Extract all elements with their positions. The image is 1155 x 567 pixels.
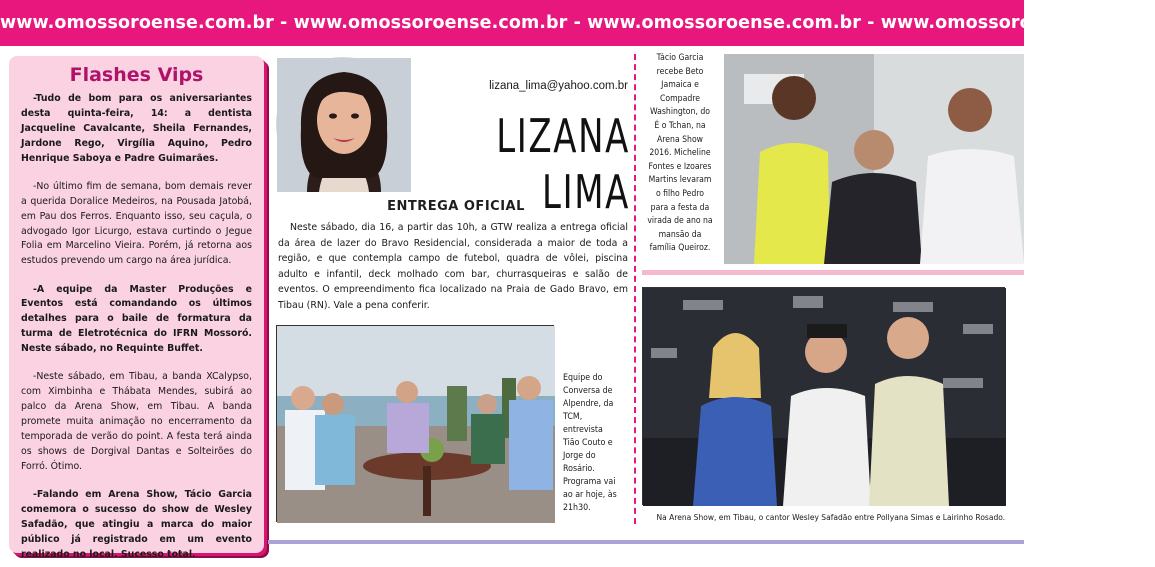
columnist-portrait <box>276 57 410 191</box>
bottom-rule <box>268 540 1024 544</box>
site-url-banner: www.omossoroense.com.br - www.omossoroense.com.br - www.omossoroense.com.br - www.omossoroense.com.br <box>0 0 1024 46</box>
wesley-safadao-photo <box>642 287 1005 505</box>
flash-item: -Falando em Arena Show, Tácio Garcia comemora o sucesso do show de Wesley Safadão, que atingiu a marca do maior público já registrado em um evento realizado no local. Sucesso total. <box>21 489 252 560</box>
interview-photo <box>276 325 554 522</box>
flashes-vips-panel <box>9 56 264 560</box>
arena-show-top-photo <box>724 54 1024 264</box>
article-subhead: ENTREGA OFICIAL <box>387 199 525 214</box>
interview-photo-caption: Equipe do Conversa de Alpendre, da TCM, entrevista Tião Couto e Jorge do Rosário. Programa vai ao ar hoje, às 21h30. <box>563 373 617 513</box>
section-divider <box>642 270 1024 275</box>
flash-item: -Neste sábado, em Tibau, a banda XCalypso, com Ximbinha e Thábata Mendes, subirá ao palco da Arena Show, em Tibau. A banda promete muita animação no encerramento da temporada de verão do point. A festa terá ainda os shows de Dorgival Dantas e Solteirões do Forró. Ótimo. <box>21 371 252 472</box>
flash-item: -No último fim de semana, bom demais rever a querida Doralice Medeiros, na Pousada Jatobá, em Pau dos Ferros. Enquanto isso, seu caçula, o advogado Igor Licurgo, estava curtindo o Jegue Folia em Marcelino Vieira. Porém, já retorna aos estudos prevendo um cargo na área jurídica. <box>21 180 252 267</box>
arena-show-top-caption: Tácio Garcia recebe Beto Jamaica e Compadre Washington, do É o Tchan, na Arena Show 2016. Micheline Fontes e Izoares Martins levaram o filho Pedro para a festa da virada de ano na mansão da família Queiroz. <box>647 53 713 254</box>
columnist-name: LIZANA LIMA <box>496 109 630 219</box>
wesley-safadao-caption: Na Arena Show, em Tibau, o cantor Wesley Safadão entre Pollyana Simas e Lairinho Rosado. <box>656 512 1006 522</box>
flash-item: -Tudo de bom para os aniversariantes desta quinta-feira, 14: a dentista Jacqueline Cavalcante, Sheila Fernandes, Jardone Rego, Virgília Aquino, Pedro Henrique Saboya e Padre Guimarães. <box>21 93 252 164</box>
columnist-email[interactable]: lizana_lima@yahoo.com.br <box>489 80 628 92</box>
column-divider <box>634 54 636 524</box>
flash-item: -A equipe da Master Produções e Eventos está comandando os últimos detalhes para o baile de formatura da turma de Eletrotécnica do IFRN Mossoró. Neste sábado, no Requinte Buffet. <box>21 283 252 355</box>
flashes-vips-title: Flashes Vips <box>69 64 204 86</box>
article-body: Neste sábado, dia 16, a partir das 10h, a GTW realiza a entrega oficial da área de lazer do Bravo Residencial, considerada a maior de toda a região, e que contempla campo de futebol, quadra de vôlei, piscina adulto e infantil, deck molhado com bar, churrasqueiras e salão de eventos. O empreendimento fica localizado na Praia de Gado Bravo, em Tibau (RN). Vale a pena conferir. <box>278 222 628 311</box>
